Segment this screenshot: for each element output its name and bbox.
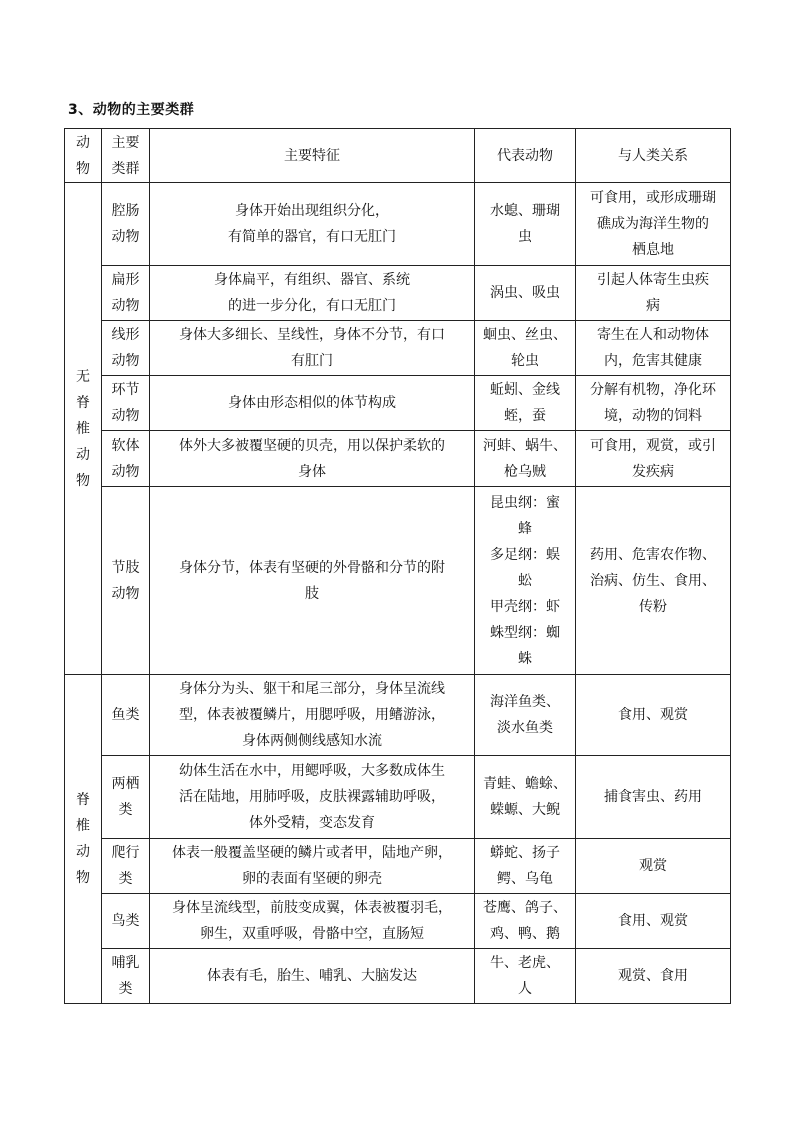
- group-name: 环节 动物: [102, 376, 150, 431]
- group-representatives: 蛔虫、丝虫、 轮虫: [475, 321, 576, 376]
- table-row: [65, 839, 731, 894]
- group-features: 身体分为头、躯干和尾三部分，身体呈流线 型，体表被覆鳞片，用腮呼吸，用鳍游泳， 身体两侧侧线感知水流: [150, 675, 475, 756]
- group-representatives: 青蛙、蟾蜍、 蝾螈、大鲵: [475, 756, 576, 839]
- group-features: 身体大多细长、呈线性，身体不分节，有口 有肛门: [150, 321, 475, 376]
- table-row: [65, 376, 731, 431]
- group-relation: 观赏、食用: [576, 949, 731, 1004]
- group-relation: 药用、危害农作物、 治病、仿生、食用、 传粉: [576, 487, 731, 675]
- group-relation: 引起人体寄生虫疾 病: [576, 266, 731, 321]
- group-name: 爬行 类: [102, 839, 150, 894]
- group-name: 软体 动物: [102, 431, 150, 487]
- group-relation: 寄生在人和动物体 内，危害其健康: [576, 321, 731, 376]
- header-animal: 动 物: [65, 129, 102, 183]
- group-relation: 食用、观赏: [576, 894, 731, 949]
- group-relation: 捕食害虫、药用: [576, 756, 731, 839]
- group-relation: 食用、观赏: [576, 675, 731, 756]
- group-name: 两栖 类: [102, 756, 150, 839]
- group-representatives: 海洋鱼类、 淡水鱼类: [475, 675, 576, 756]
- group-relation: 分解有机物，净化环 境，动物的饲料: [576, 376, 731, 431]
- group-representatives: 水螅、珊瑚 虫: [475, 183, 576, 266]
- group-features: 体表一般覆盖坚硬的鳞片或者甲，陆地产卵， 卵的表面有坚硬的卵壳: [150, 839, 475, 894]
- vertebrate-label: 脊 椎 动 物: [65, 675, 102, 1004]
- table-row: [65, 756, 731, 839]
- group-name: 鱼类: [102, 675, 150, 756]
- group-features: 身体呈流线型，前肢变成翼，体表被覆羽毛， 卵生，双重呼吸，骨骼中空，直肠短: [150, 894, 475, 949]
- group-name: 腔肠 动物: [102, 183, 150, 266]
- group-features: 体外大多被覆坚硬的贝壳，用以保护柔软的 身体: [150, 431, 475, 487]
- group-name: 节肢 动物: [102, 487, 150, 675]
- group-features: 身体开始出现组织分化， 有简单的器官，有口无肛门: [150, 183, 475, 266]
- table-row: [65, 894, 731, 949]
- group-representatives: 蚯蚓、金线 蛭，蚕: [475, 376, 576, 431]
- group-features: 身体分节，体表有坚硬的外骨骼和分节的附 肢: [150, 487, 475, 675]
- group-name: 哺乳 类: [102, 949, 150, 1004]
- group-name: 鸟类: [102, 894, 150, 949]
- group-name: 扁形 动物: [102, 266, 150, 321]
- table-row: [65, 321, 731, 376]
- group-features: 身体扁平，有组织、器官、系统 的进一步分化，有口无肛门: [150, 266, 475, 321]
- header-features: 主要特征: [150, 129, 475, 183]
- table-row: [65, 675, 731, 756]
- group-relation: 观赏: [576, 839, 731, 894]
- table-row: [65, 431, 731, 487]
- group-representatives: 涡虫、吸虫: [475, 266, 576, 321]
- group-representatives: 昆虫纲：蜜 蜂 多足纲：蜈 蚣 甲壳纲：虾 蛛型纲：蜘 蛛: [475, 487, 576, 675]
- group-relation: 可食用，或形成珊瑚 礁成为海洋生物的 栖息地: [576, 183, 731, 266]
- table-row: [65, 949, 731, 1004]
- table-row: [65, 266, 731, 321]
- group-representatives: 河蚌、蜗牛、 枪乌贼: [475, 431, 576, 487]
- group-features: 幼体生活在水中，用鳃呼吸，大多数成体生 活在陆地，用肺呼吸，皮肤裸露辅助呼吸， 体外受精，变态发育: [150, 756, 475, 839]
- animal-groups-table: [64, 128, 731, 1004]
- group-features: 体表有毛，胎生、哺乳、大脑发达: [150, 949, 475, 1004]
- group-name: 线形 动物: [102, 321, 150, 376]
- section-title: 3、动物的主要类群: [68, 102, 195, 118]
- header-relation: 与人类关系: [576, 129, 731, 183]
- group-representatives: 蟒蛇、扬子 鳄、乌龟: [475, 839, 576, 894]
- table-row: [65, 487, 731, 675]
- group-representatives: 苍鹰、鸽子、 鸡、鸭、鹅: [475, 894, 576, 949]
- invertebrate-label: 无 脊 椎 动 物: [65, 183, 102, 675]
- group-features: 身体由形态相似的体节构成: [150, 376, 475, 431]
- header-row: [65, 129, 731, 183]
- group-relation: 可食用，观赏，或引 发疾病: [576, 431, 731, 487]
- header-group: 主要 类群: [102, 129, 150, 183]
- table-row: [65, 183, 731, 266]
- group-representatives: 牛、老虎、 人: [475, 949, 576, 1004]
- header-representatives: 代表动物: [475, 129, 576, 183]
